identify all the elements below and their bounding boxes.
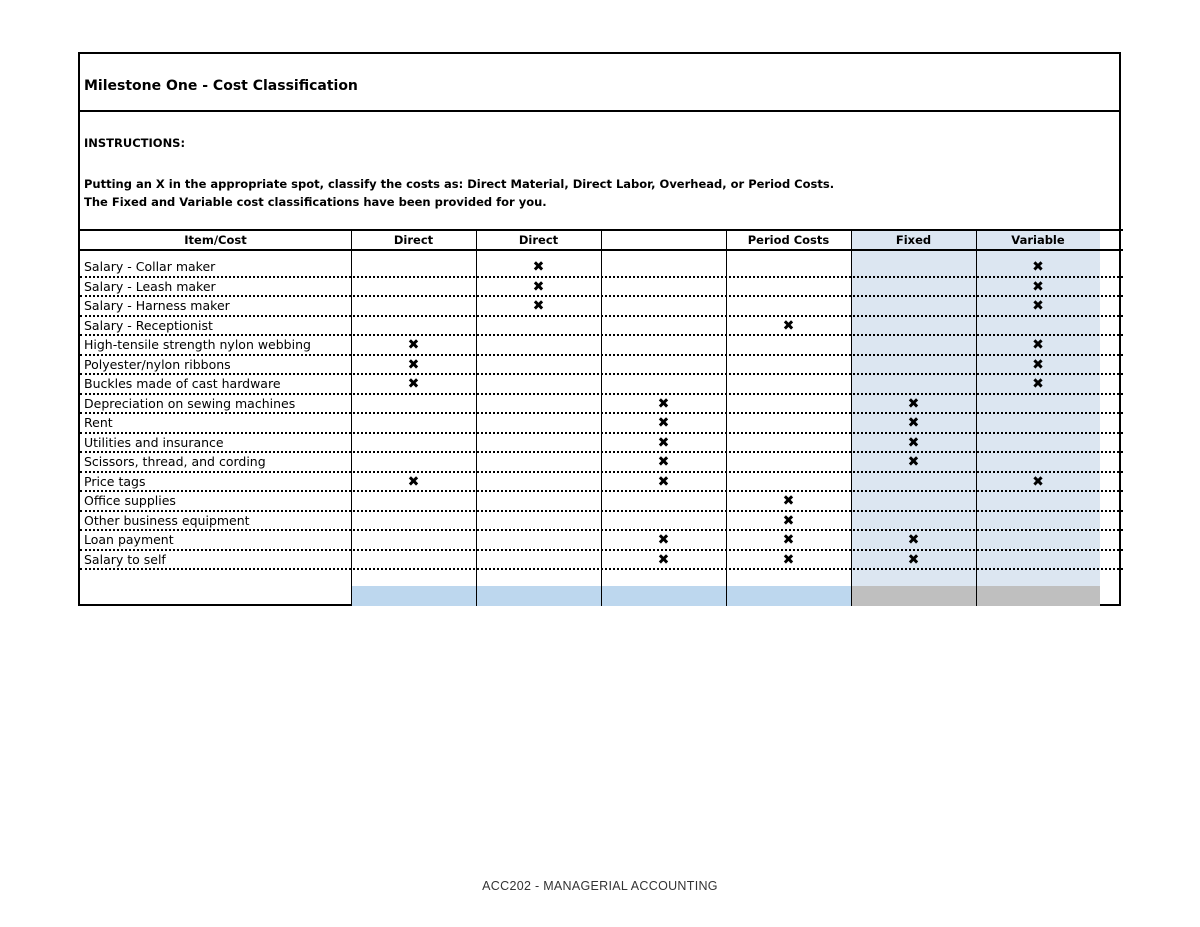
page-title: Milestone One - Cost Classification <box>84 78 358 94</box>
table-row <box>80 492 1123 512</box>
table-row <box>80 531 1123 551</box>
row-item-label: Salary - Leash maker <box>84 278 216 294</box>
direct-material-column-mark: ✖ <box>407 337 420 353</box>
row-item-label: Salary - Harness maker <box>84 298 230 313</box>
period-costs-column-mark: ✖ <box>782 532 795 548</box>
row-item-label: Buckles made of cast hardware <box>84 376 281 391</box>
variable-column-total-cell <box>977 586 1100 606</box>
header-variable-column: Variable <box>1011 233 1065 247</box>
fixed-column-total-cell <box>852 586 976 606</box>
table-row <box>80 375 1123 395</box>
direct-material-column-mark: ✖ <box>407 356 420 373</box>
overhead-column-mark: ✖ <box>657 434 670 451</box>
overhead-column-mark: ✖ <box>657 551 670 568</box>
overhead-column-mark: ✖ <box>657 415 670 431</box>
overhead-column-mark: ✖ <box>657 473 670 490</box>
variable-column-mark: ✖ <box>1032 376 1044 392</box>
table-row <box>80 297 1123 317</box>
worksheet <box>78 52 1121 606</box>
direct-labor-column-mark: ✖ <box>532 278 545 295</box>
row-item-label: Scissors, thread, and cording <box>84 454 266 469</box>
cost-classification-table <box>80 229 1123 606</box>
table-row <box>80 453 1123 473</box>
row-divider <box>80 568 1123 570</box>
period-costs-column-mark: ✖ <box>782 512 795 529</box>
row-item-label: Office supplies <box>84 493 176 508</box>
row-item-label: Depreciation on sewing machines <box>84 395 296 411</box>
row-item-label: Utilities and insurance <box>84 434 224 450</box>
table-row <box>80 278 1123 298</box>
direct-labor-column-total-cell <box>477 586 601 606</box>
period-costs-column-mark: ✖ <box>782 493 795 509</box>
header-period-costs-column: Period Costs <box>747 233 830 247</box>
instructions-line-1: Putting an X in the appropriate spot, classify the costs as: Direct Material, Direct Labor, Overhead, or Period Costs. <box>84 177 835 191</box>
table-row <box>80 551 1123 571</box>
direct-labor-column-mark: ✖ <box>532 259 545 275</box>
row-item-label: Polyester/nylon ribbons <box>84 356 231 372</box>
variable-column-mark: ✖ <box>1032 356 1044 373</box>
variable-column-mark: ✖ <box>1032 278 1044 295</box>
title-row <box>80 54 1119 112</box>
table-row <box>80 473 1123 493</box>
table-row <box>80 317 1123 337</box>
period-costs-column-mark: ✖ <box>782 317 795 334</box>
row-item-label: Rent <box>84 415 113 430</box>
direct-material-column-mark: ✖ <box>407 473 420 490</box>
row-item-label: Salary - Receptionist <box>84 317 213 333</box>
row-item-label: High-tensile strength nylon webbing <box>84 337 311 352</box>
direct-material-column-mark: ✖ <box>407 376 420 392</box>
fixed-column-mark: ✖ <box>907 395 920 412</box>
table-row <box>80 395 1123 415</box>
period-costs-column-mark: ✖ <box>782 551 795 568</box>
fixed-column-mark: ✖ <box>907 415 920 431</box>
row-item-label: Other business equipment <box>84 512 250 528</box>
row-item-label: Price tags <box>84 473 146 489</box>
variable-column-mark: ✖ <box>1032 298 1044 314</box>
row-item-label: Loan payment <box>84 532 174 547</box>
variable-column-mark: ✖ <box>1032 337 1044 353</box>
table-row <box>80 356 1123 376</box>
header-overhead-column <box>601 231 726 249</box>
table-header-row <box>80 229 1123 251</box>
overhead-column-mark: ✖ <box>657 532 670 548</box>
period-costs-column-total-cell <box>727 586 851 606</box>
variable-column-mark: ✖ <box>1032 473 1044 490</box>
fixed-column-mark: ✖ <box>907 532 920 548</box>
overhead-column-mark: ✖ <box>657 395 670 412</box>
table-row <box>80 434 1123 454</box>
variable-column-mark: ✖ <box>1032 259 1044 275</box>
header-fixed-column: Fixed <box>895 233 932 247</box>
table-row <box>80 512 1123 532</box>
header-direct-material-column: Direct <box>393 233 434 247</box>
fixed-column-mark: ✖ <box>907 454 920 470</box>
fixed-column-mark: ✖ <box>907 551 920 568</box>
table-row <box>80 258 1123 278</box>
header-item-column: Item/Cost <box>184 233 247 247</box>
direct-material-column-total-cell <box>352 586 476 606</box>
table-row <box>80 414 1123 434</box>
header-direct-labor-column: Direct <box>518 233 559 247</box>
direct-labor-column-mark: ✖ <box>532 298 545 314</box>
page-footer: ACC202 - MANAGERIAL ACCOUNTING <box>482 879 718 893</box>
overhead-column-mark: ✖ <box>657 454 670 470</box>
row-item-label: Salary to self <box>84 551 166 567</box>
fixed-column-mark: ✖ <box>907 434 920 451</box>
instructions-line-2: The Fixed and Variable cost classifications have been provided for you. <box>84 195 547 209</box>
row-item-label: Salary - Collar maker <box>84 259 216 274</box>
overhead-column-total-cell <box>602 586 726 606</box>
instructions-heading: INSTRUCTIONS: <box>84 136 186 150</box>
table-row <box>80 336 1123 356</box>
